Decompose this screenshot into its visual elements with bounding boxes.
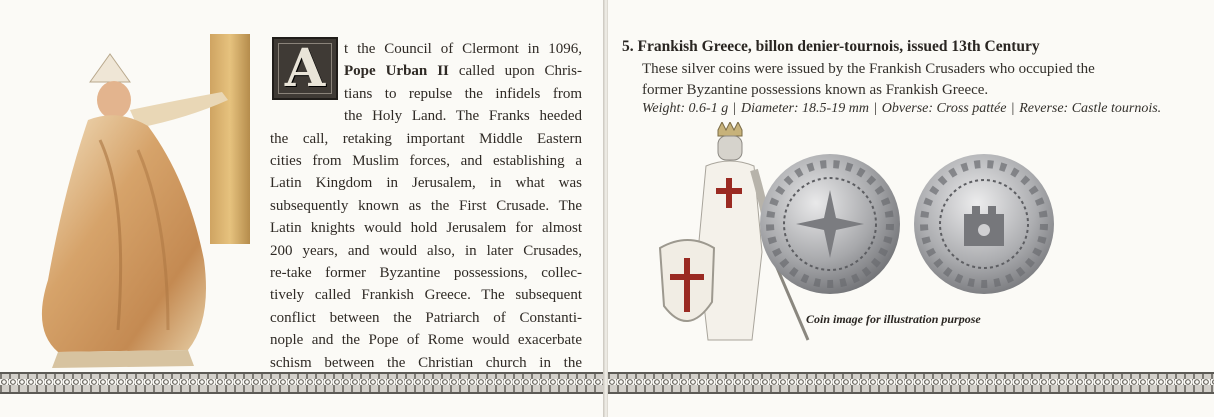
text-line: tians to repulse the infidels from: [344, 85, 582, 102]
text-line: Pope Urban II called upon Chris-: [344, 63, 583, 80]
text-line: conflict between the Patriarch of Constanti-: [270, 309, 582, 326]
text-line: subsequently known as the First Crusade. The: [270, 197, 582, 214]
decorative-border: [608, 372, 1214, 394]
spec-obverse: Obverse: Cross pattée: [881, 101, 1007, 116]
text-line: Latin knights would hold Jerusalem for almost: [270, 220, 582, 237]
text-line: nople and the Pope of Rome would exacerbate: [270, 332, 582, 349]
text-line: the Holy Land. The Franks heeded: [344, 108, 582, 125]
page-margin: [608, 394, 1214, 417]
text-line: re-take former Byzantine possessions, collec-: [270, 265, 582, 282]
page-margin: [0, 394, 604, 417]
description-line: former Byzantine possessions known as Frankish Greece.: [642, 82, 989, 98]
text-line: schism between the Christian church in the: [270, 354, 582, 371]
decorative-border: [0, 372, 604, 394]
text-line: t the Council of Clermont in 1096,: [344, 41, 582, 57]
left-page: [0, 0, 604, 417]
spec-reverse: Reverse: Castle tournois.: [1019, 101, 1162, 116]
coin-description: [642, 59, 1182, 101]
coin-image-caption: Coin image for illustration purpose: [806, 312, 981, 326]
crusade-history-text: [270, 38, 582, 397]
right-page: [608, 0, 1214, 417]
spec-separator: |: [1011, 101, 1015, 116]
spec-separator: |: [733, 101, 737, 116]
text-line: 200 years, and would also, in later Crusades,: [270, 242, 582, 259]
coin-reverse-image: [910, 150, 1058, 298]
text-line: tively called Frankish Greece. The subsequent: [270, 287, 582, 304]
text-line: Latin Kingdom in Jerusalem, in what was: [270, 175, 582, 192]
text-line: cities from Muslim forces, and establishing a: [270, 153, 582, 170]
coin-item-title: 5. Frankish Greece, billon denier-tournois, issued 13th Century: [622, 38, 1040, 55]
pope-urban-illustration: [18, 30, 258, 370]
spec-separator: |: [873, 101, 877, 116]
text-line: the call, retaking important Middle Eastern: [270, 130, 582, 147]
coin-obverse-image: [756, 150, 904, 298]
pope-name: Pope Urban II: [344, 63, 449, 80]
spec-diameter: Diameter: 18.5-19 mm: [741, 101, 869, 116]
description-line: These silver coins were issued by the Frankish Crusaders who occupied the: [642, 61, 1095, 77]
coin-specs: [642, 101, 1161, 117]
dropcap-letter: A: [284, 37, 326, 99]
spec-weight: Weight: 0.6-1 g: [642, 101, 729, 116]
